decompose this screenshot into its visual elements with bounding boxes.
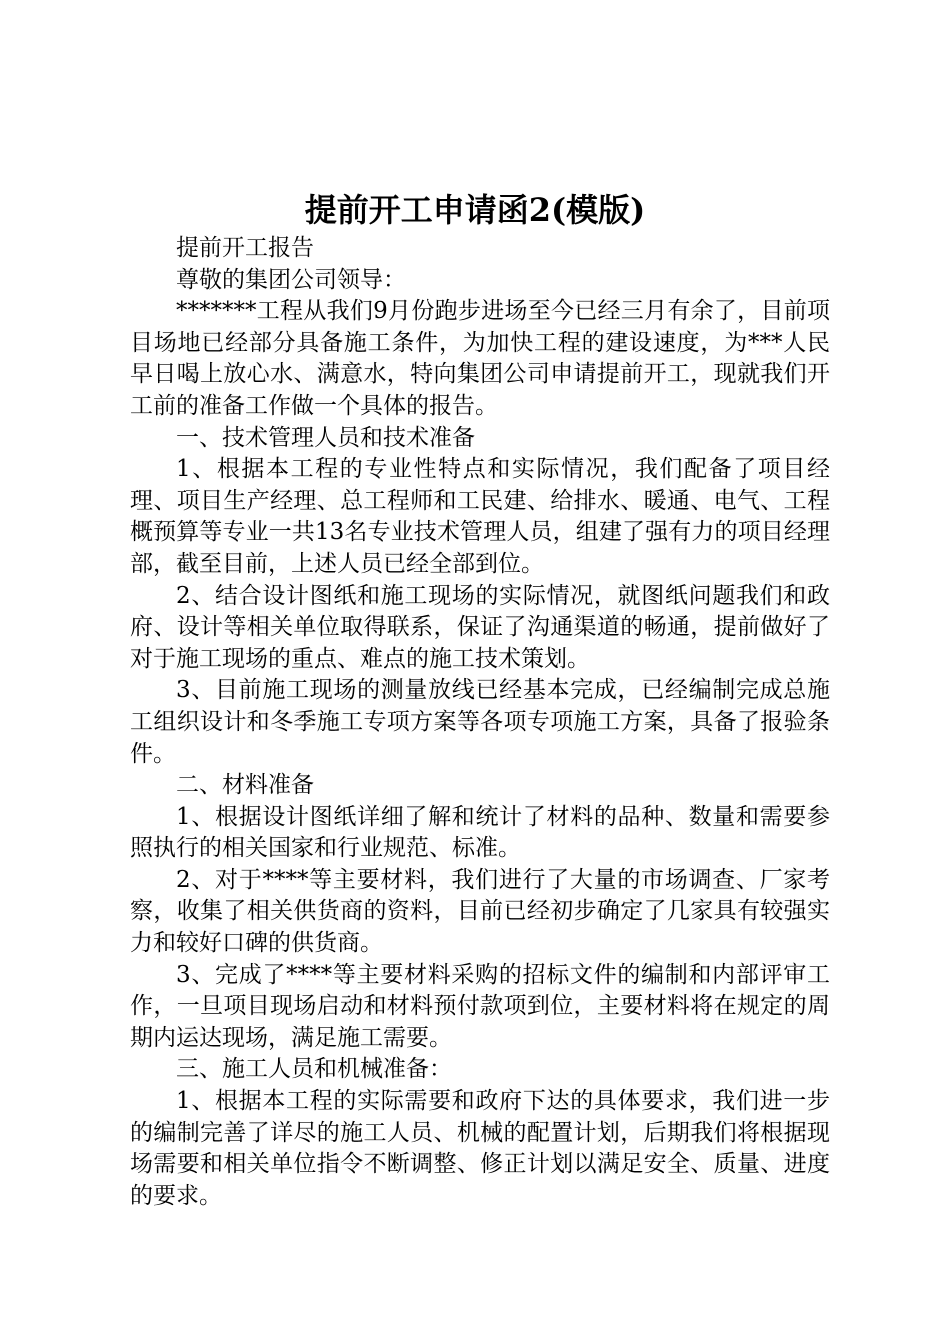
document-title: 提前开工申请函2(模版): [304, 191, 646, 229]
document-body: [130, 233, 830, 1212]
salutation: 尊敬的集团公司领导：: [176, 266, 406, 293]
paragraph-materials-1: 1、根据设计图纸详细了解和统计了材料的品种、数量和需要参照执行的相关国家和行业规范、标准。: [130, 803, 830, 862]
paragraph-personnel-1: 1、根据本工程的实际需要和政府下达的具体要求，我们进一步的编制完善了详尽的施工人员、机械的配置计划，后期我们将根据现场需要和相关单位指令不断调整、修正计划以满足安全、质量、进度的要求。: [130, 1088, 830, 1209]
section-heading-technical: 一、技术管理人员和技术准备: [176, 424, 475, 451]
section-heading-personnel: 三、施工人员和机械准备：: [176, 1056, 452, 1083]
report-heading: 提前开工报告: [176, 235, 314, 261]
paragraph-technical-3: 3、目前施工现场的测量放线已经基本完成，已经编制完成总施工组织设计和冬季施工专项方案等各项专项施工方案，具备了报验条件。: [130, 677, 830, 767]
paragraph-technical-2: 2、结合设计图纸和施工现场的实际情况，就图纸问题我们和政府、设计等相关单位取得联系，保证了沟通渠道的畅通，提前做好了对于施工现场的重点、难点的施工技术策划。: [130, 582, 830, 672]
paragraph-technical-1: 1、根据本工程的专业性特点和实际情况，我们配备了项目经理、项目生产经理、总工程师和工民建、给排水、暖通、电气、工程概预算等专业一共13名专业技术管理人员，组建了强有力的项目经理部，截至目前，上述人员已经全部到位。: [130, 456, 830, 577]
section-heading-materials: 二、材料准备: [176, 772, 314, 799]
intro-paragraph: *******工程从我们9月份跑步进场至今已经三月有余了，目前项目场地已经部分具备施工条件，为加快工程的建设速度，为***人民早日喝上放心水、满意水，特向集团公司申请提前开工，现就我们开工前的准备工作做一个具体的报告。: [130, 298, 830, 419]
paragraph-materials-3: 3、完成了****等主要材料采购的招标文件的编制和内部评审工作，一旦项目现场启动和材料预付款项到位，主要材料将在规定的周期内运达现场，满足施工需要。: [130, 961, 830, 1051]
paragraph-materials-2: 2、对于****等主要材料，我们进行了大量的市场调查、厂家考察，收集了相关供货商的资料，目前已经初步确定了几家具有较强实力和较好口碑的供货商。: [130, 866, 830, 957]
